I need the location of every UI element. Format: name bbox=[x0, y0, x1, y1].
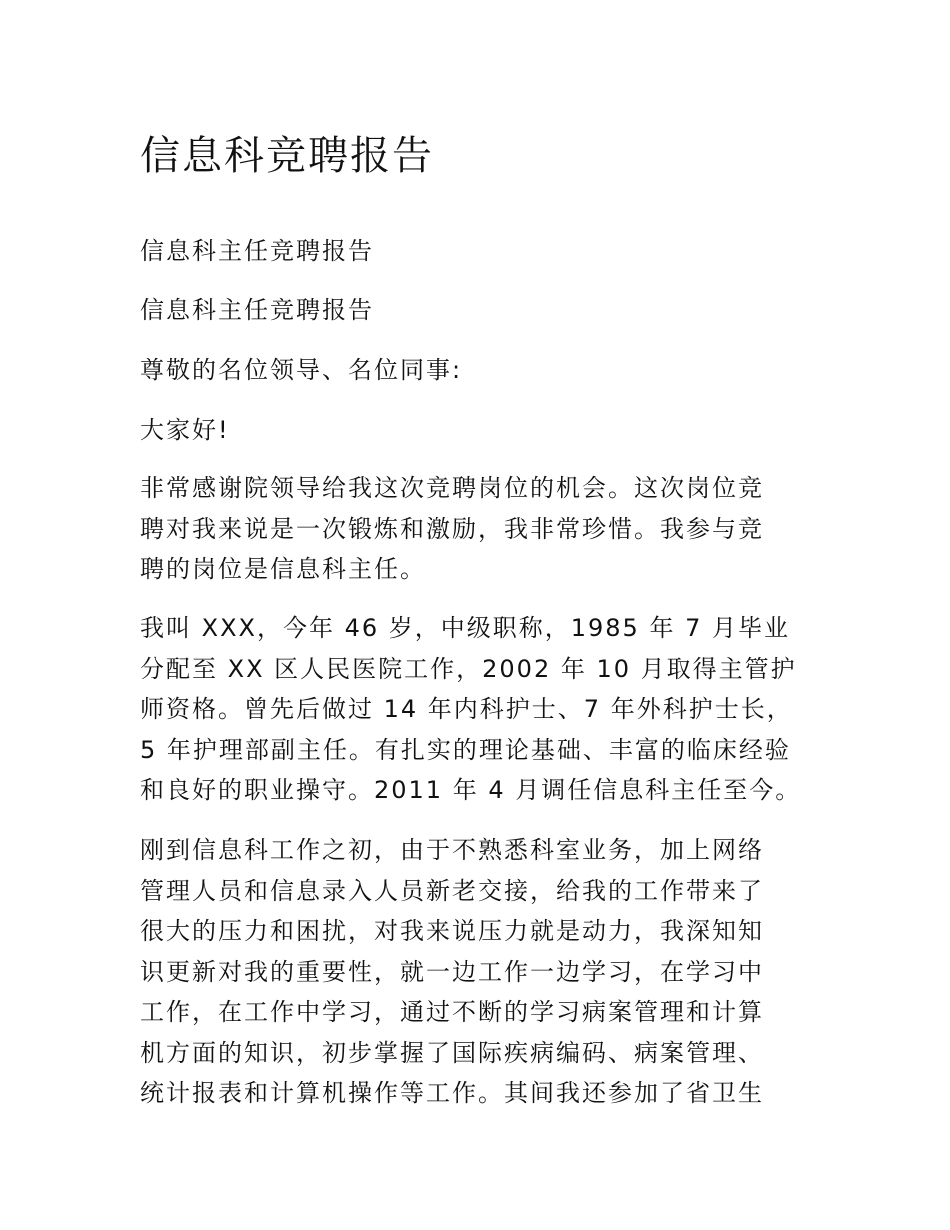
paragraph-line: 机方面的知识，初步掌握了国际疾病编码、病案管理、 bbox=[140, 1038, 764, 1067]
paragraph-line: 非常感谢院领导给我这次竞聘岗位的机会。这次岗位竞 bbox=[140, 474, 764, 502]
paragraph-line: 统计报表和计算机操作等工作。其间我还参加了省卫生 bbox=[140, 1079, 764, 1107]
paragraph-line: 我叫 XXX，今年 46 岁，中级职称，1985 年 7 月毕业 bbox=[140, 614, 790, 642]
paragraph-3 bbox=[140, 830, 830, 1114]
document-title: 信息科竞聘报告 bbox=[140, 133, 434, 179]
paragraph-line: 聘对我来说是一次锻炼和激励，我非常珍惜。我参与竞 bbox=[140, 514, 764, 543]
paragraph-line: 分配至 XX 区人民医院工作，2002 年 10 月取得主管护 bbox=[140, 654, 797, 683]
paragraph-line: 5 年护理部副主任。有扎实的理论基础、丰富的临床经验 bbox=[140, 735, 791, 764]
paragraph-line: 刚到信息科工作之初，由于不熟悉科室业务，加上网络 bbox=[140, 836, 764, 864]
paragraph-line: 很大的压力和困扰，对我来说压力就是动力，我深知知 bbox=[140, 917, 764, 945]
paragraph-line: 工作，在工作中学习，通过不断的学习病案管理和计算 bbox=[140, 998, 764, 1026]
paragraph-line: 和良好的职业操守。2011 年 4 月调任信息科主任至今。 bbox=[140, 776, 802, 804]
subtitle-1: 信息科主任竞聘报告 bbox=[140, 237, 374, 265]
paragraph-2 bbox=[140, 608, 830, 811]
paragraph-line: 聘的岗位是信息科主任。 bbox=[140, 555, 426, 583]
subtitle-2: 信息科主任竞聘报告 bbox=[140, 296, 374, 324]
greeting: 大家好! bbox=[140, 416, 230, 444]
paragraph-1 bbox=[140, 468, 830, 590]
paragraph-line: 师资格。曾先后做过 14 年内科护士、7 年外科护士长， bbox=[140, 695, 793, 723]
paragraph-line: 识更新对我的重要性，就一边工作一边学习，在学习中 bbox=[140, 957, 764, 986]
paragraph-line: 管理人员和信息录入人员新老交接，给我的工作带来了 bbox=[140, 876, 764, 905]
salutation: 尊敬的名位领导、名位同事: bbox=[140, 356, 463, 384]
